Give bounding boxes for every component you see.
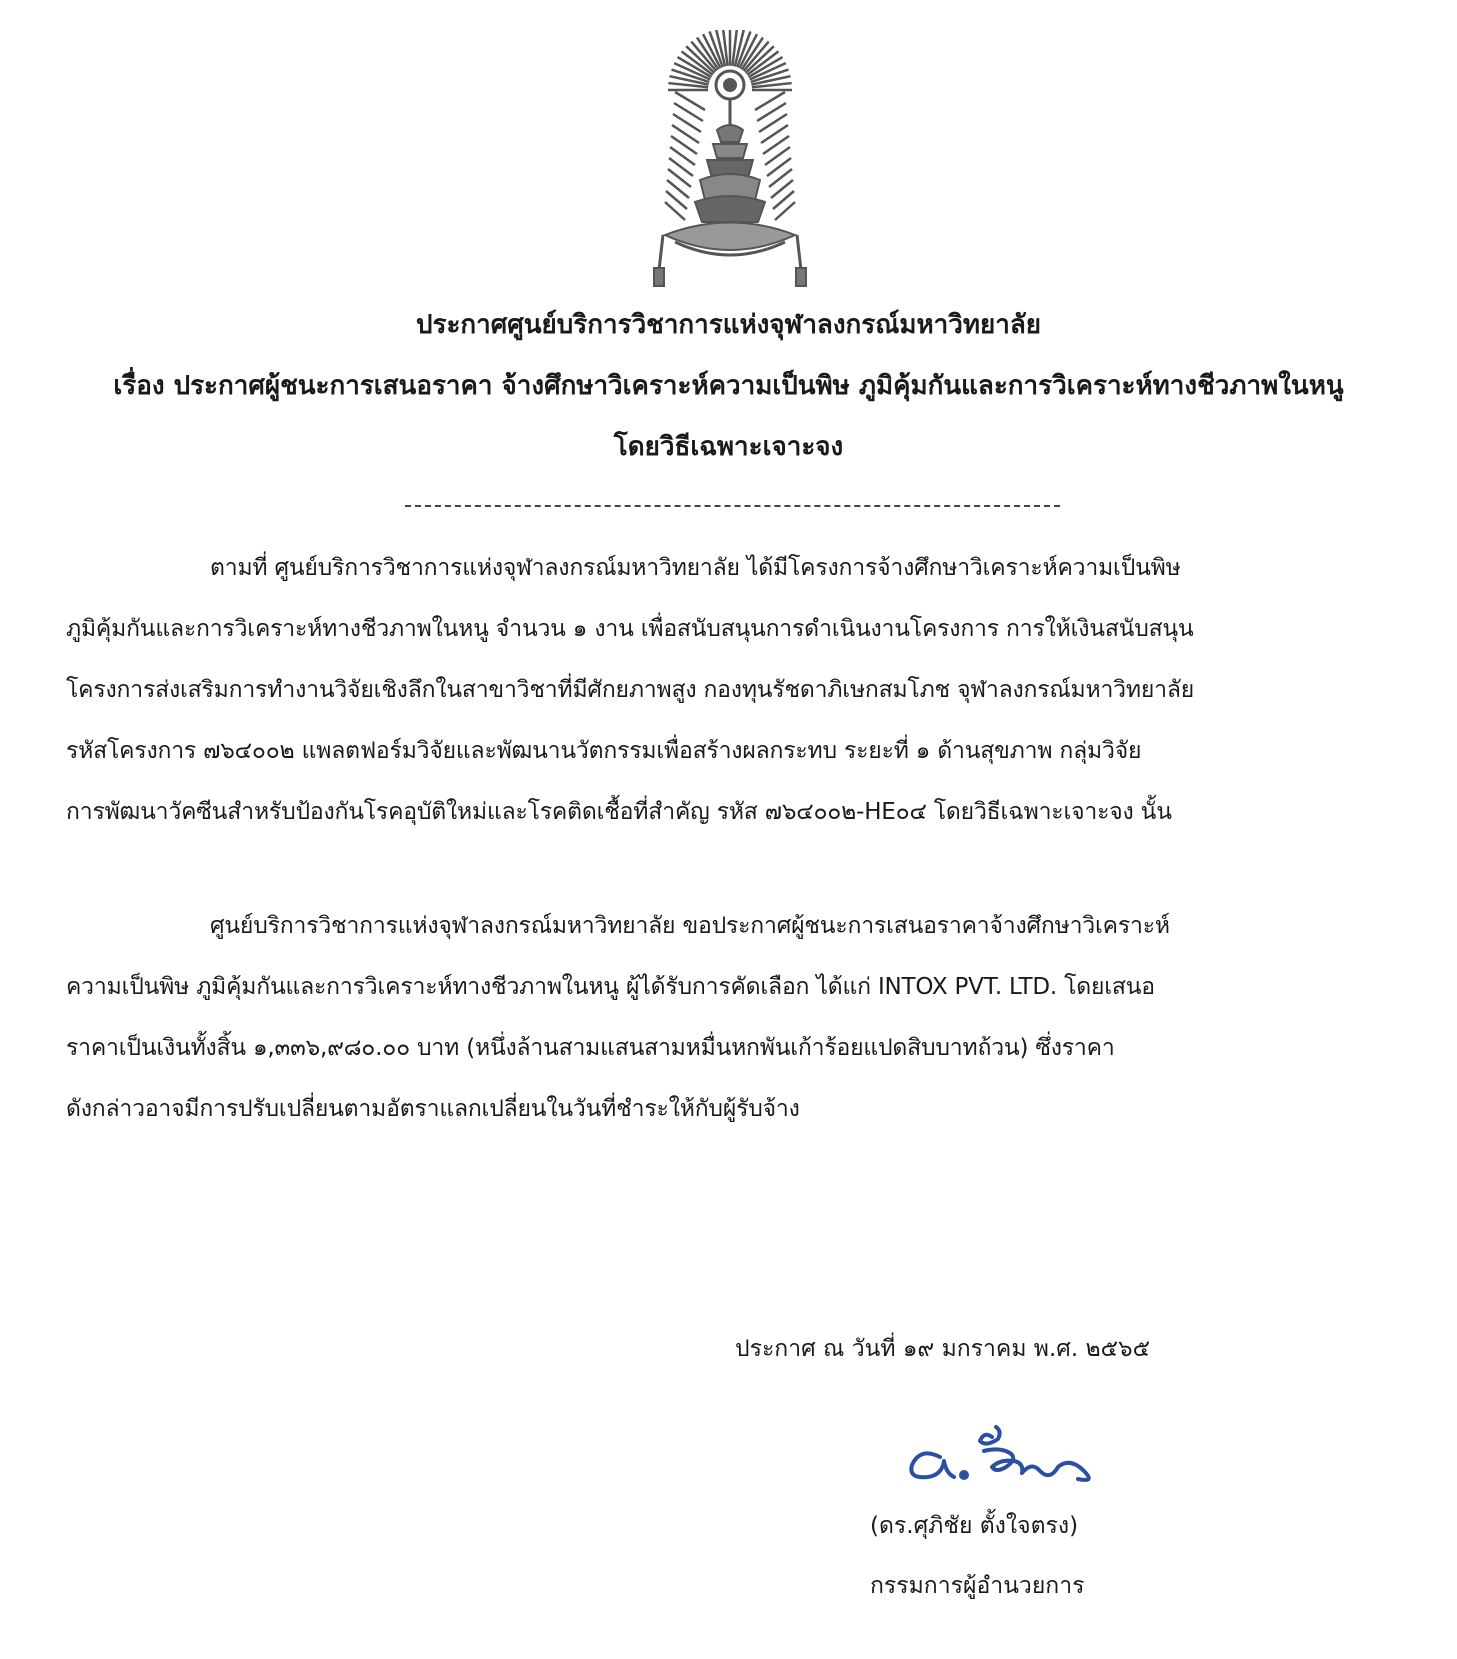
paragraph1-line: ตามที่ ศูนย์บริการวิชาการแห่งจุฬาลงกรณ์มหาวิทยาลัย ได้มีโครงการจ้างศึกษาวิเคราะห์ความเป็นพิษ: [210, 555, 1181, 581]
announcement-date: ประกาศ ณ วันที่ ๑๙ มกราคม พ.ศ. ๒๕๖๕: [735, 1336, 1151, 1362]
signer-title: กรรมการผู้อำนวยการ: [870, 1573, 1085, 1599]
paragraph1-line: รหัสโครงการ ๗๖๔๐๐๒ แพลตฟอร์มวิจัยและพัฒนานวัตกรรมเพื่อสร้างผลกระทบ ระยะที่ ๑ ด้านสุขภาพ กลุ่มวิจัย: [66, 738, 1142, 764]
signature-image: [900, 1417, 1105, 1497]
paragraph2-line: ความเป็นพิษ ภูมิคุ้มกันและการวิเคราะห์ทางชีวภาพในหนู ผู้ได้รับการคัดเลือก ได้แก่ INTOX PVT. LTD. โดยเสนอ: [66, 974, 1155, 1000]
dashed-divider: [405, 505, 1060, 507]
announcement-subject: เรื่อง ประกาศผู้ชนะการเสนอราคา จ้างศึกษาวิเคราะห์ความเป็นพิษ ภูมิคุ้มกันและการวิเคราะห์ทางชีวภาพในหนู: [113, 371, 1344, 401]
paragraph2-line: ราคาเป็นเงินทั้งสิ้น ๑,๓๓๖,๙๘๐.๐๐ บาท (หนึ่งล้านสามแสนสามหมื่นหกพันเก้าร้อยแปดสิบบาทถ้วน) ซึ่งราคา: [66, 1035, 1115, 1061]
paragraph1-line: การพัฒนาวัคซีนสำหรับป้องกันโรคอุบัติใหม่และโรคติดเชื้อที่สำคัญ รหัส ๗๖๔๐๐๒-HE๐๔ โดยวิธีเฉพาะเจาะจง นั้น: [66, 799, 1172, 825]
paragraph1-line: ภูมิคุ้มกันและการวิเคราะห์ทางชีวภาพในหนู จำนวน ๑ งาน เพื่อสนับสนุนการดำเนินงานโครงการ การให้เงินสนับสนุน: [66, 616, 1194, 642]
paragraph1-line: โครงการส่งเสริมการทำงานวิจัยเชิงลึกในสาขาวิชาที่มีศักยภาพสูง กองทุนรัชดาภิเษกสมโภช จุฬาลงกรณ์มหาวิทยาลัย: [66, 677, 1195, 703]
paragraph2-line: ดังกล่าวอาจมีการปรับเปลี่ยนตามอัตราแลกเปลี่ยนในวันที่ชำระให้กับผู้รับจ้าง: [66, 1096, 800, 1122]
signer-name: (ดร.ศุภิชัย ตั้งใจตรง): [870, 1513, 1079, 1539]
announcement-title: ประกาศศูนย์บริการวิชาการแห่งจุฬาลงกรณ์มหาวิทยาลัย: [416, 310, 1041, 340]
announcement-method: โดยวิธีเฉพาะเจาะจง: [613, 432, 844, 462]
paragraph2-line: ศูนย์บริการวิชาการแห่งจุฬาลงกรณ์มหาวิทยาลัย ขอประกาศผู้ชนะการเสนอราคาจ้างศึกษาวิเคราะห์: [210, 913, 1170, 939]
chula-emblem-icon: [645, 30, 820, 290]
